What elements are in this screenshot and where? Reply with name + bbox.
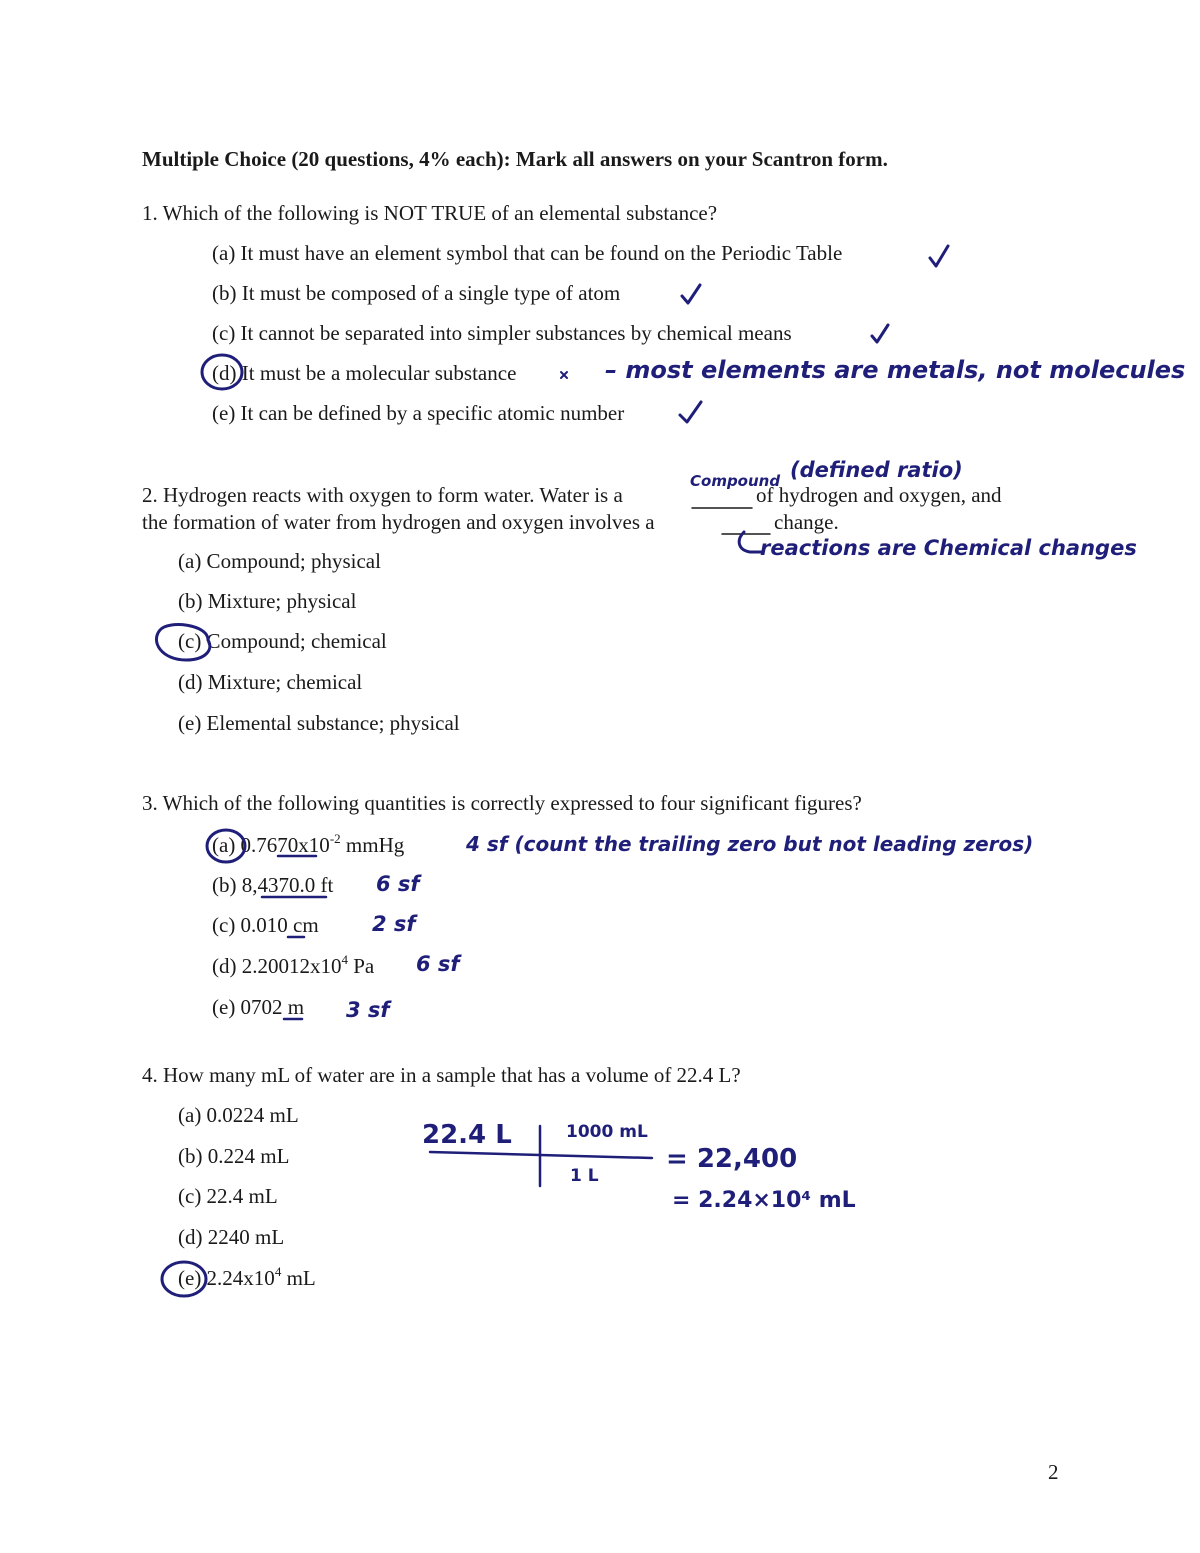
q4-option-c: (c) 22.4 mL (178, 1184, 278, 1208)
q3-option-e: (e) 0702 m (212, 995, 305, 1019)
question-2-stem-line2b: change. (774, 510, 839, 534)
q2-option-e: (e) Elemental substance; physical (178, 711, 460, 735)
page-number: 2 (1048, 1460, 1059, 1484)
q4-option-a: (a) 0.0224 mL (178, 1103, 299, 1127)
q1-option-e: (e) It can be defined by a specific atomic number (212, 401, 625, 425)
q4-option-d: (d) 2240 mL (178, 1225, 285, 1249)
q1-option-c: (c) It cannot be separated into simpler substances by chemical means (212, 321, 792, 345)
q4-work-numerator-1: 22.4 L (422, 1120, 512, 1150)
q2-blank-answer: Compound (690, 472, 781, 490)
q1-option-b: (b) It must be composed of a single type of atom (212, 281, 621, 305)
check-mark-icon (930, 246, 948, 266)
q2-option-b: (b) Mixture; physical (178, 589, 357, 613)
q3-option-d-unit: Pa (348, 954, 375, 978)
q4-work-result-2: = 2.24×10⁴ mL (672, 1188, 856, 1213)
q2-option-c: (c) Compound; chemical (178, 629, 387, 653)
q4-option-e (178, 1264, 316, 1290)
q3-option-a-exponent: -2 (329, 831, 341, 846)
check-mark-icon (872, 325, 888, 342)
question-3-stem: 3. Which of the following quantities is correctly expressed to four significant figures? (142, 791, 862, 815)
q3-note-e: 3 sf (346, 998, 390, 1022)
check-mark-icon (680, 402, 701, 422)
q3-option-d (212, 952, 375, 978)
section-header: Multiple Choice (20 questions, 4% each): Mark all answers on your Scantron form. (142, 147, 888, 171)
q3-note-c: 2 sf (372, 912, 416, 936)
question-2-stem-line1b: of hydrogen and oxygen, and (756, 483, 1002, 507)
q2-note-defined-ratio: (defined ratio) (790, 458, 963, 482)
question-4-stem: 4. How many mL of water are in a sample that has a volume of 22.4 L? (142, 1063, 741, 1087)
q3-option-d-exponent: 4 (341, 952, 348, 967)
q4-option-e-unit: mL (281, 1266, 316, 1290)
question-1-stem: 1. Which of the following is NOT TRUE of an elemental substance? (142, 201, 718, 225)
q4-work-result-1: = 22,400 (666, 1144, 798, 1174)
arrow-icon (739, 532, 762, 552)
q1-handwritten-note: – most elements are metals, not molecules (605, 356, 1186, 384)
q3-note-b: 6 sf (376, 872, 420, 896)
q1-option-d: (d) It must be a molecular substance (212, 361, 517, 385)
q2-note-chemical-changes: reactions are Chemical changes (760, 536, 1137, 560)
q2-option-d: (d) Mixture; chemical (178, 670, 363, 694)
q3-option-c: (c) 0.010 cm (212, 913, 319, 937)
q3-option-b: (b) 8,4370.0 ft (212, 873, 334, 897)
q3-option-a-unit: mmHg (340, 833, 405, 857)
q3-option-a-base: (a) 0.7670x10 (212, 833, 330, 857)
q4-work-numerator-2: 1000 mL (566, 1122, 648, 1142)
q4-work-denominator: 1 L (570, 1166, 599, 1186)
q3-note-a: 4 sf (count the trailing zero but not leading zeros) (466, 832, 1034, 856)
q2-option-a: (a) Compound; physical (178, 549, 381, 573)
q1-option-a: (a) It must have an element symbol that can be found on the Periodic Table (212, 241, 843, 265)
q3-note-d: 6 sf (416, 952, 460, 976)
question-2-stem-line1a: 2. Hydrogen reacts with oxygen to form water. Water is a (142, 483, 623, 507)
q4-option-e-exponent: 4 (274, 1264, 282, 1279)
fraction-line (430, 1152, 652, 1158)
question-2-stem-line2a: the formation of water from hydrogen and oxygen involves a (142, 510, 655, 534)
q3-option-d-base: (d) 2.20012x10 (212, 954, 342, 978)
q4-option-b: (b) 0.224 mL (178, 1144, 290, 1168)
q4-option-e-base: (e) 2.24x10 (178, 1266, 275, 1290)
q3-option-a (212, 831, 405, 857)
x-mark-icon (561, 372, 567, 378)
check-mark-icon (682, 285, 700, 303)
